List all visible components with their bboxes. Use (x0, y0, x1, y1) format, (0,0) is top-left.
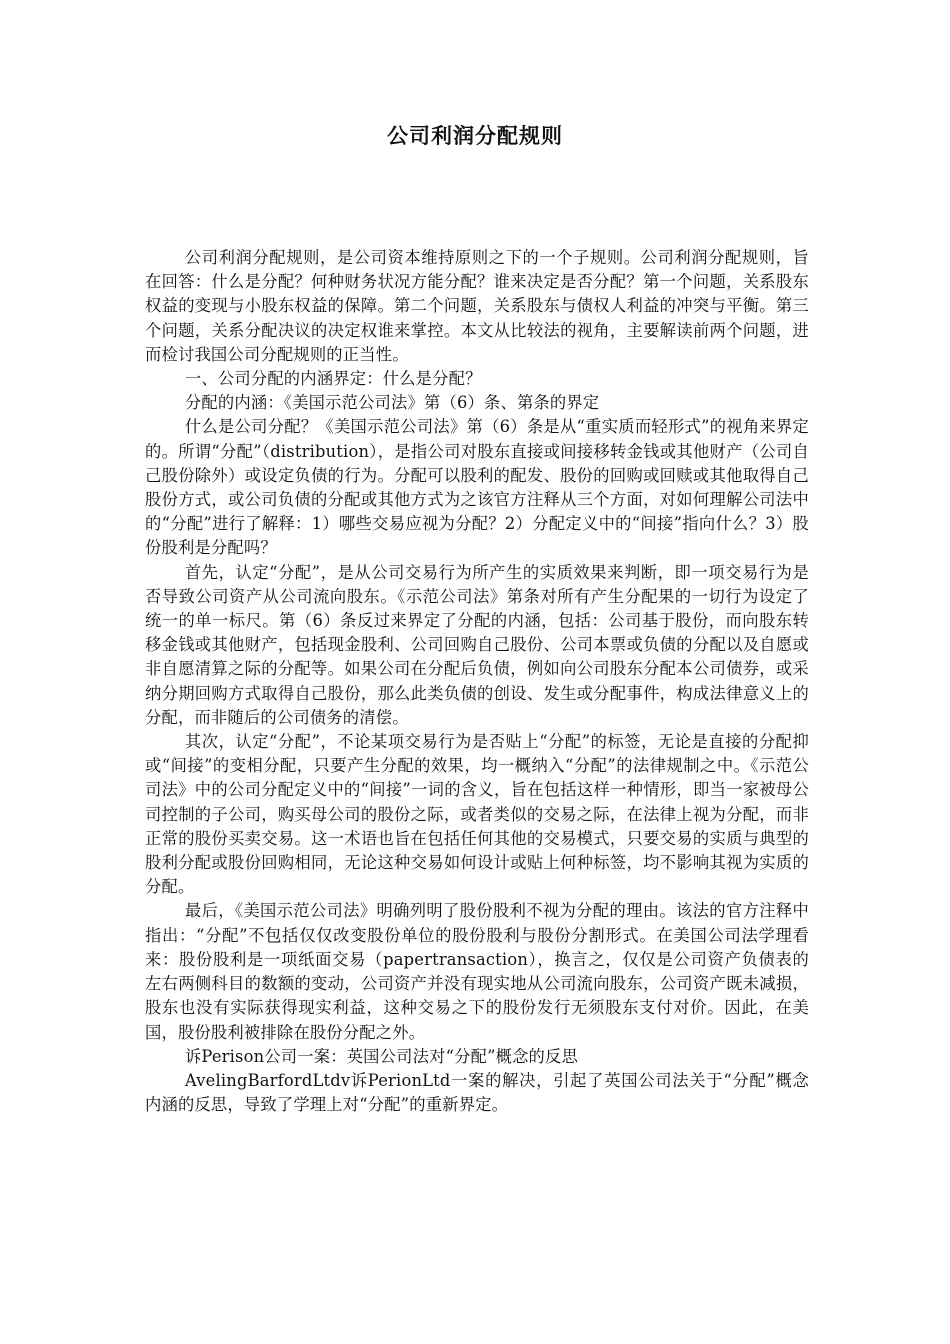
paragraph-second: 其次，认定“分配”，不论某项交易行为是否贴上“分配”的标签，无论是直接的分配抑或“间接”的变相分配，只要产生分配的效果，均一概纳入“分配”的法律规制之中。《示范公司法》中的公司分配定义中的“间接”一词的含义，旨在包括这样一种情形，即当一家被母公司控制的子公司，购买母公司的股份之际，或者类似的交易之际，在法律上视为分配，而非正常的股份买卖交易。这一术语也旨在包括任何其他的交易模式，只要交易的实质与典型的股利分配或股份回购相同，无论这种交易如何设计或贴上何种标签，均不影响其视为实质的分配。 (145, 732, 809, 897)
section-heading-1: 一、公司分配的内涵界定：什么是分配？ (184, 369, 482, 389)
paragraph-first: 首先，认定“分配”，是从公司交易行为所产生的实质效果来判断，即一项交易行为是否导致公司资产从公司流向股东。《示范公司法》第条对所有产生分配果的一切行为设定了统一的单一标尺。第（6）条反过来界定了分配的内涵，包括：公司基于股份，而向股东转移金钱或其他财产，包括现金股利、公司回购自己股份、公司本票或负债的分配以及自愿或非自愿清算之际的分配等。如果公司在分配后负债，例如向公司股东分配本公司债券，或采纳分期回购方式取得自己股份，那么此类负债的创设、发生或分配事件，构成法律意义上的分配，而非随后的公司债务的清偿。 (145, 562, 809, 727)
paragraph-intro: 公司利润分配规则，是公司资本维持原则之下的一个子规则。公司利润分配规则，旨在回答：什么是分配？何种财务状况方能分配？谁来决定是否分配？第一个问题，关系股东权益的变现与小股东权益的保障。第二个问题，关系股东与债权人利益的冲突与平衡。第三个问题，关系分配决议的决定权谁来掌控。本文从比较法的视角，主要解读前两个问题，进而检讨我国公司分配规则的正当性。 (145, 248, 809, 364)
document-body (145, 246, 809, 1117)
subsection-heading-uk: 诉Perison公司一案：英国公司法对“分配”概念的反思 (184, 1046, 579, 1066)
paragraph-definition: 什么是公司分配？《美国示范公司法》第（6）条是从“重实质而轻形式”的视角来界定的。所谓“分配”（distribution），是指公司对股东直接或间接移转金钱或其他财产（公司自己股份除外）或设定负债的行为。分配可以股利的配发、股份的回购或回赎或其他取得自己股份方式，或公司负债的分配或其他方式为之该官方注释从三个方面，对如何理解公司法中的“分配”进行了解释：1）哪些交易应视为分配？2）分配定义中的“间接”指向什么？3）股份股利是分配吗？ (145, 417, 809, 558)
paragraph-uk-case: AvelingBarfordLtdv诉PerionLtd一案的解决，引起了英国公司法关于“分配”概念内涵的反思，导致了学理上对“分配”的重新界定。 (145, 1070, 809, 1115)
subsection-heading-us: 分配的内涵：《美国示范公司法》第（6）条、第条的界定 (184, 393, 600, 413)
document-title: 公司利润分配规则 (387, 124, 563, 148)
paragraph-last: 最后，《美国示范公司法》明确列明了股份股利不视为分配的理由。该法的官方注释中指出：“分配”不包括仅仅改变股份单位的股份股利与股份分割形式。在美国公司法学理看来：股份股利是一项纸面交易（papertransaction），换言之，仅仅是公司资产负债表的左右两侧科目的数额的变动，公司资产并没有现实地从公司流向股东，公司资产既未减损，股东也没有实际获得现实利益，这种交易之下的股份发行无须股东支付对价。因此，在美国，股份股利被排除在股份分配之外。 (145, 901, 809, 1042)
